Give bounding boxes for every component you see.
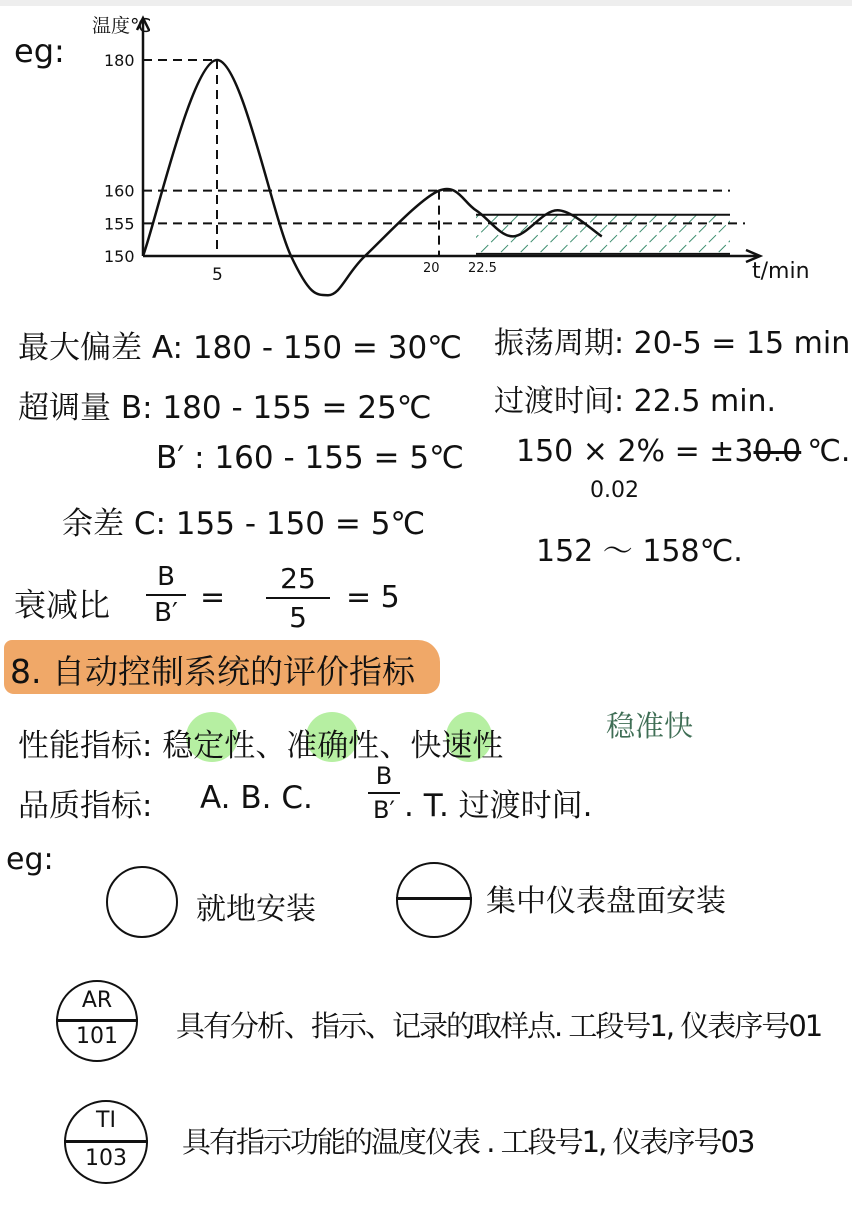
decay-ratio-label: 衰减比 xyxy=(14,586,111,624)
y-tick-label-180: 180 xyxy=(104,51,135,70)
ar-symbol-divider xyxy=(56,1019,138,1022)
section-title: 8. 自动控制系统的评价指标 xyxy=(10,652,415,691)
ar-tag-letters: AR xyxy=(81,988,113,1013)
ti-symbol-divider xyxy=(64,1140,148,1143)
fraction-bar xyxy=(146,594,186,596)
x-tick-label-5: 5 xyxy=(212,265,223,285)
local-install-label: 就地安装 xyxy=(196,892,316,927)
panel-install-symbol xyxy=(396,862,472,938)
perf-stability: 稳定性 xyxy=(162,728,256,764)
perf-accuracy: 准确性 xyxy=(286,728,380,764)
x-tick-label-20: 20 xyxy=(423,261,440,276)
decay-fraction-numeric xyxy=(266,562,330,634)
panel-install-label: 集中仪表盘面安装 xyxy=(486,884,726,919)
chart-eg-label: eg: xyxy=(14,32,65,70)
transition-chart xyxy=(0,0,852,310)
fraction-bar xyxy=(368,792,400,794)
residual-calc: 余差 C: 155 - 150 = 5℃ xyxy=(62,506,426,542)
ar-instrument-symbol xyxy=(56,980,138,1062)
tolerance-calc xyxy=(516,434,850,469)
fraction-bar xyxy=(266,597,330,599)
x-axis-label: t/min xyxy=(752,259,810,284)
decay-fraction-symbolic xyxy=(146,562,186,628)
tolerance-expression: 150 × 2% = ±3 xyxy=(516,434,754,469)
overshoot-calc: 超调量 B: 180 - 155 = 25℃ xyxy=(18,390,432,426)
tolerance-struck-digits: 0.0 xyxy=(753,434,802,469)
tolerance-unit: ℃. xyxy=(807,434,851,469)
ar-instrument-description: 具有分析、指示、记录的取样点. 工段号1, 仪表序号01 xyxy=(176,1009,822,1043)
y-tick-label-155: 155 xyxy=(104,214,135,234)
quality-label: 品质指标: xyxy=(18,788,153,824)
y-tick-label-160: 160 xyxy=(104,181,135,201)
response-curve xyxy=(143,60,602,295)
decay-denominator-value: 5 xyxy=(289,601,307,634)
oscillation-period-calc: 振荡周期: 20-5 = 15 min xyxy=(494,326,851,361)
y-axis-label: 温度℃ xyxy=(92,15,152,37)
ti-instrument-symbol xyxy=(64,1100,148,1184)
quality-tail: . T. 过渡时间. xyxy=(404,788,593,824)
ti-tag-number: 103 xyxy=(85,1146,127,1171)
y-tick-label-150: 150 xyxy=(104,247,135,266)
decay-equals: = xyxy=(200,580,226,615)
perf-sep-1: 、 xyxy=(255,728,287,764)
range-calc: 152 ～ 158℃. xyxy=(536,534,743,569)
tolerance-band-hatch xyxy=(476,215,730,254)
ar-tag-number: 101 xyxy=(76,1024,118,1049)
quality-frac-denominator: B′ xyxy=(373,796,395,824)
overshoot-b-prime-calc: B′ : 160 - 155 = 5℃ xyxy=(156,440,464,476)
transition-time-calc: 过渡时间: 22.5 min. xyxy=(494,384,777,419)
decay-denominator: B′ xyxy=(154,598,178,628)
decay-numerator: B xyxy=(157,562,175,592)
quality-items: A. B. C. xyxy=(200,780,313,816)
performance-label: 性能指标: xyxy=(18,728,153,764)
perf-sep-2: 、 xyxy=(379,728,411,764)
tolerance-note: 0.02 xyxy=(590,478,639,503)
performance-summary: 稳准快 xyxy=(606,709,694,743)
ti-tag-letters: TI xyxy=(96,1108,116,1133)
performance-metrics-line xyxy=(18,720,503,765)
ti-instrument-description: 具有指示功能的温度仪表 . 工段号1, 仪表序号03 xyxy=(182,1125,754,1159)
quality-frac-numerator: B xyxy=(375,762,393,790)
decay-result: = 5 xyxy=(346,580,400,615)
max-deviation-calc: 最大偏差 A: 180 - 150 = 30℃ xyxy=(18,330,462,366)
x-tick-label-22.5: 22.5 xyxy=(468,261,497,276)
decay-numerator-value: 25 xyxy=(280,562,316,595)
local-install-symbol xyxy=(106,866,178,938)
panel-install-line xyxy=(396,897,472,900)
instruments-eg-label: eg: xyxy=(6,842,54,877)
perf-speed: 快速性 xyxy=(410,728,504,764)
quality-fraction xyxy=(368,762,400,824)
